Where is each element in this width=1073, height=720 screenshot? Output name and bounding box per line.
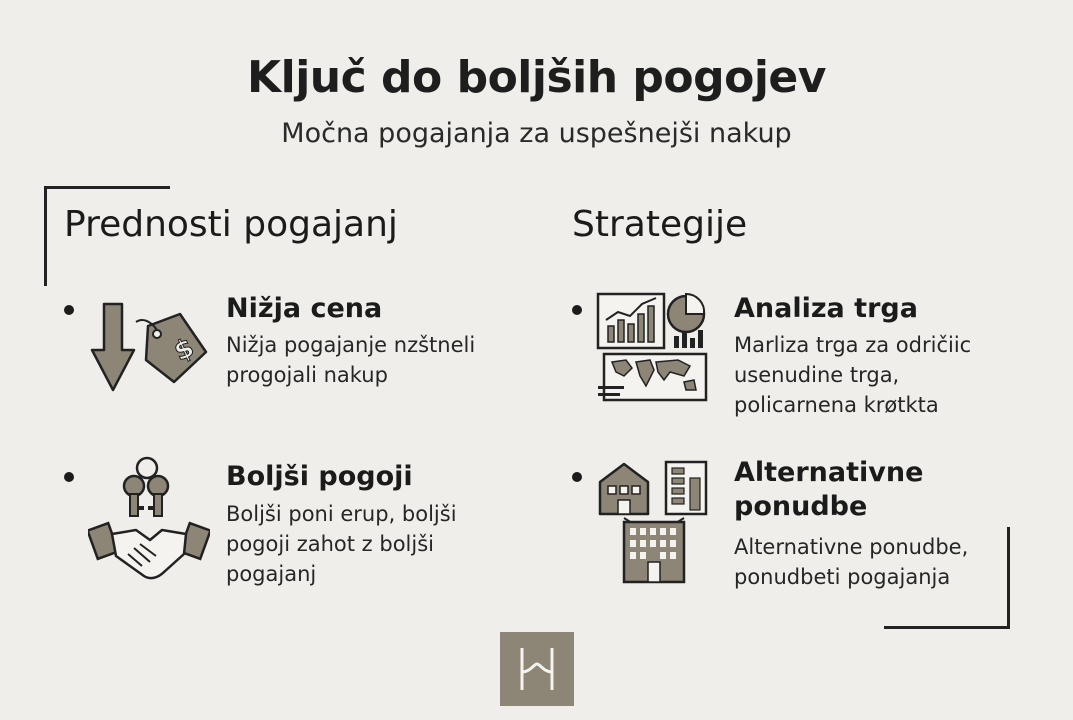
buildings-icon (594, 456, 712, 586)
left-column-heading: Prednosti pogajanj (64, 204, 398, 245)
item-title-better-terms: Boljši pogoji (226, 461, 413, 492)
svg-text:$: $ (169, 332, 199, 368)
bullet (64, 472, 74, 482)
item-title-market-analysis: Analiza trga (734, 293, 918, 324)
price-drop-tag-icon (88, 296, 212, 396)
item-desc-better-terms: Boljši poni erup, boljši pogoji zahot z boljši pogajanj (226, 502, 457, 586)
h-monogram-logo (500, 632, 574, 706)
market-analysis-icon (594, 290, 712, 406)
item-title-alternative-offers: Alternativne ponudbe (734, 457, 924, 522)
right-column-heading: Strategije (572, 204, 748, 245)
bullet (64, 305, 74, 315)
bullet (572, 472, 582, 482)
h-monogram-icon (500, 632, 574, 706)
page-subtitle: Močna pogajanja za uspešnejši nakup (281, 118, 792, 149)
page-title: Ključ do boljših pogojev (247, 52, 826, 103)
item-desc-lower-price: Nižja pogajanje nzštneli progojali nakup (226, 333, 476, 387)
item-desc-market-analysis: Marliza trga za odričiic usenudine trga, policarnena krøtkta (734, 333, 972, 417)
keys-handshake-icon (88, 456, 210, 586)
item-desc-alternative-offers: Alternativne ponudbe, ponudbeti pogajanja (734, 535, 969, 589)
bullet (572, 305, 582, 315)
item-title-lower-price: Nižja cena (226, 293, 383, 324)
